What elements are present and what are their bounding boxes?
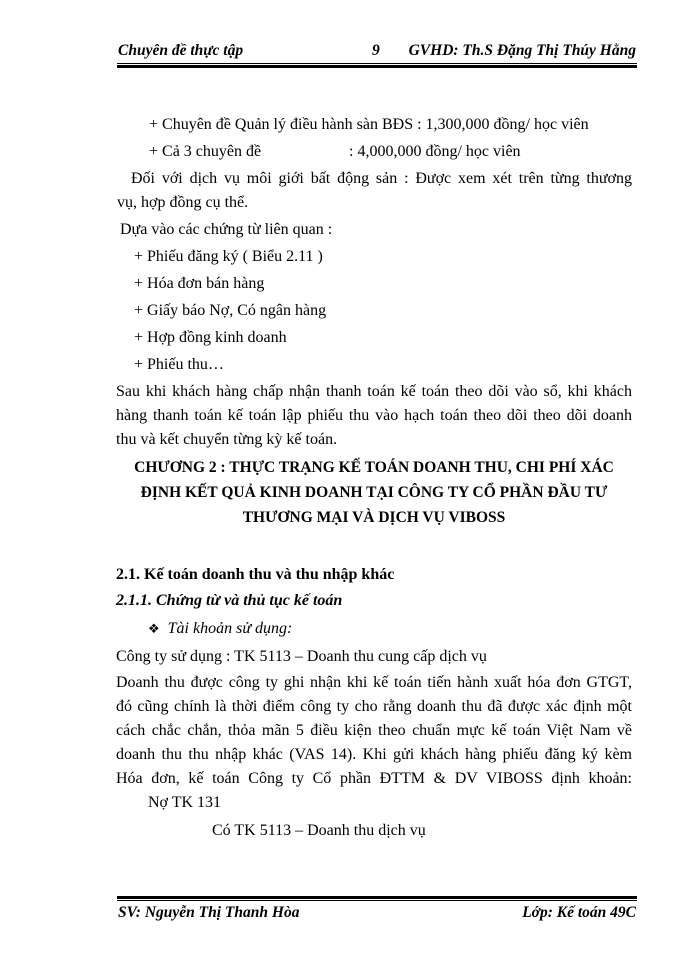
header-page-number: 9 [372, 42, 380, 59]
paragraph-line: hàng thanh toán kế toán lập phiếu thu vào hạch toán theo dõi theo dõi doanh [116, 407, 632, 424]
page-footer [118, 902, 636, 926]
broker-line-1: Đối với dịch vụ môi giới bất động sản : Được xem xét trên từng thương [131, 170, 632, 187]
subheading-text: Tài khoản sử dụng: [167, 620, 293, 637]
footer-student: SV: Nguyễn Thị Thanh Hòa [118, 904, 300, 921]
document-item: + Giấy báo Nợ, Có ngân hàng [134, 302, 327, 319]
paragraph-line: cách chắc chắn, thỏa mãn 5 điều kiện theo chuẩn mực kế toán Việt Nam về [116, 722, 632, 739]
credit-entry: Có TK 5113 – Doanh thu dịch vụ [212, 822, 426, 839]
chapter-heading-line: THƯƠNG MẠI VÀ DỊCH VỤ VIBOSS [242, 509, 506, 526]
course-all-label: + Cả 3 chuyên đề [149, 143, 262, 160]
chapter-heading-line: ĐỊNH KẾT QUẢ KINH DOANH TẠI CÔNG TY CỔ PHẦN ĐẦU TƯ [140, 484, 608, 501]
section-heading: 2.1. Kế toán doanh thu và thu nhập khác [116, 566, 395, 583]
paragraph-line: đó cũng chính là thời điểm công ty cho rằng doanh thu đã được xác định một [116, 698, 632, 715]
course-all-value: : 4,000,000 đồng/ học viên [349, 143, 521, 160]
broker-line-2: vụ, hợp đồng cụ thể. [117, 194, 249, 211]
footer-class: Lớp: Kế toán 49C [522, 904, 636, 921]
page-header [118, 36, 636, 60]
diamond-bullet-icon: ❖ [148, 621, 160, 636]
debit-entry: Nợ TK 131 [148, 794, 222, 811]
subheading [148, 620, 292, 638]
account-used: Công ty sử dụng : TK 5113 – Doanh thu cung cấp dịch vụ [116, 648, 487, 665]
paragraph-line: thu và kết chuyển từng kỳ kế toán. [116, 431, 338, 448]
paragraph-line: Sau khi khách hàng chấp nhận thanh toán kế toán theo dõi vào sổ, khi khách [116, 383, 632, 400]
course-price-line: + Chuyên đề Quản lý điều hành sàn BĐS : 1,300,000 đồng/ học viên [149, 116, 589, 133]
header-supervisor: GVHD: Th.S Đặng Thị Thúy Hằng [408, 42, 636, 59]
subsection-heading: 2.1.1. Chứng từ và thủ tục kế toán [116, 592, 343, 609]
paragraph-line: doanh thu thu nhập khác (VAS 14). Khi gửi khách hàng phiếu đăng ký kèm [116, 746, 632, 763]
document-item: + Hợp đồng kinh doanh [134, 329, 287, 346]
documents-intro: Dựa vào các chứng từ liên quan : [120, 221, 333, 238]
chapter-heading-line: CHƯƠNG 2 : THỰC TRẠNG KẾ TOÁN DOANH THU, CHI PHÍ XÁC [134, 459, 614, 476]
document-item: + Hóa đơn bán hàng [134, 275, 265, 292]
footer-rule [117, 896, 637, 901]
header-title: Chuyên đề thực tập [118, 42, 244, 59]
paragraph-line: Doanh thu được công ty ghi nhận khi kế toán tiến hành xuất hóa đơn GTGT, [116, 674, 632, 691]
document-item: + Phiếu thu… [134, 356, 224, 373]
document-item: + Phiếu đăng ký ( Biểu 2.11 ) [134, 248, 323, 265]
paragraph-line: Hóa đơn, kế toán Công ty Cổ phần ĐTTM & DV VIBOSS định khoản: [116, 770, 632, 787]
header-rule [117, 63, 637, 68]
